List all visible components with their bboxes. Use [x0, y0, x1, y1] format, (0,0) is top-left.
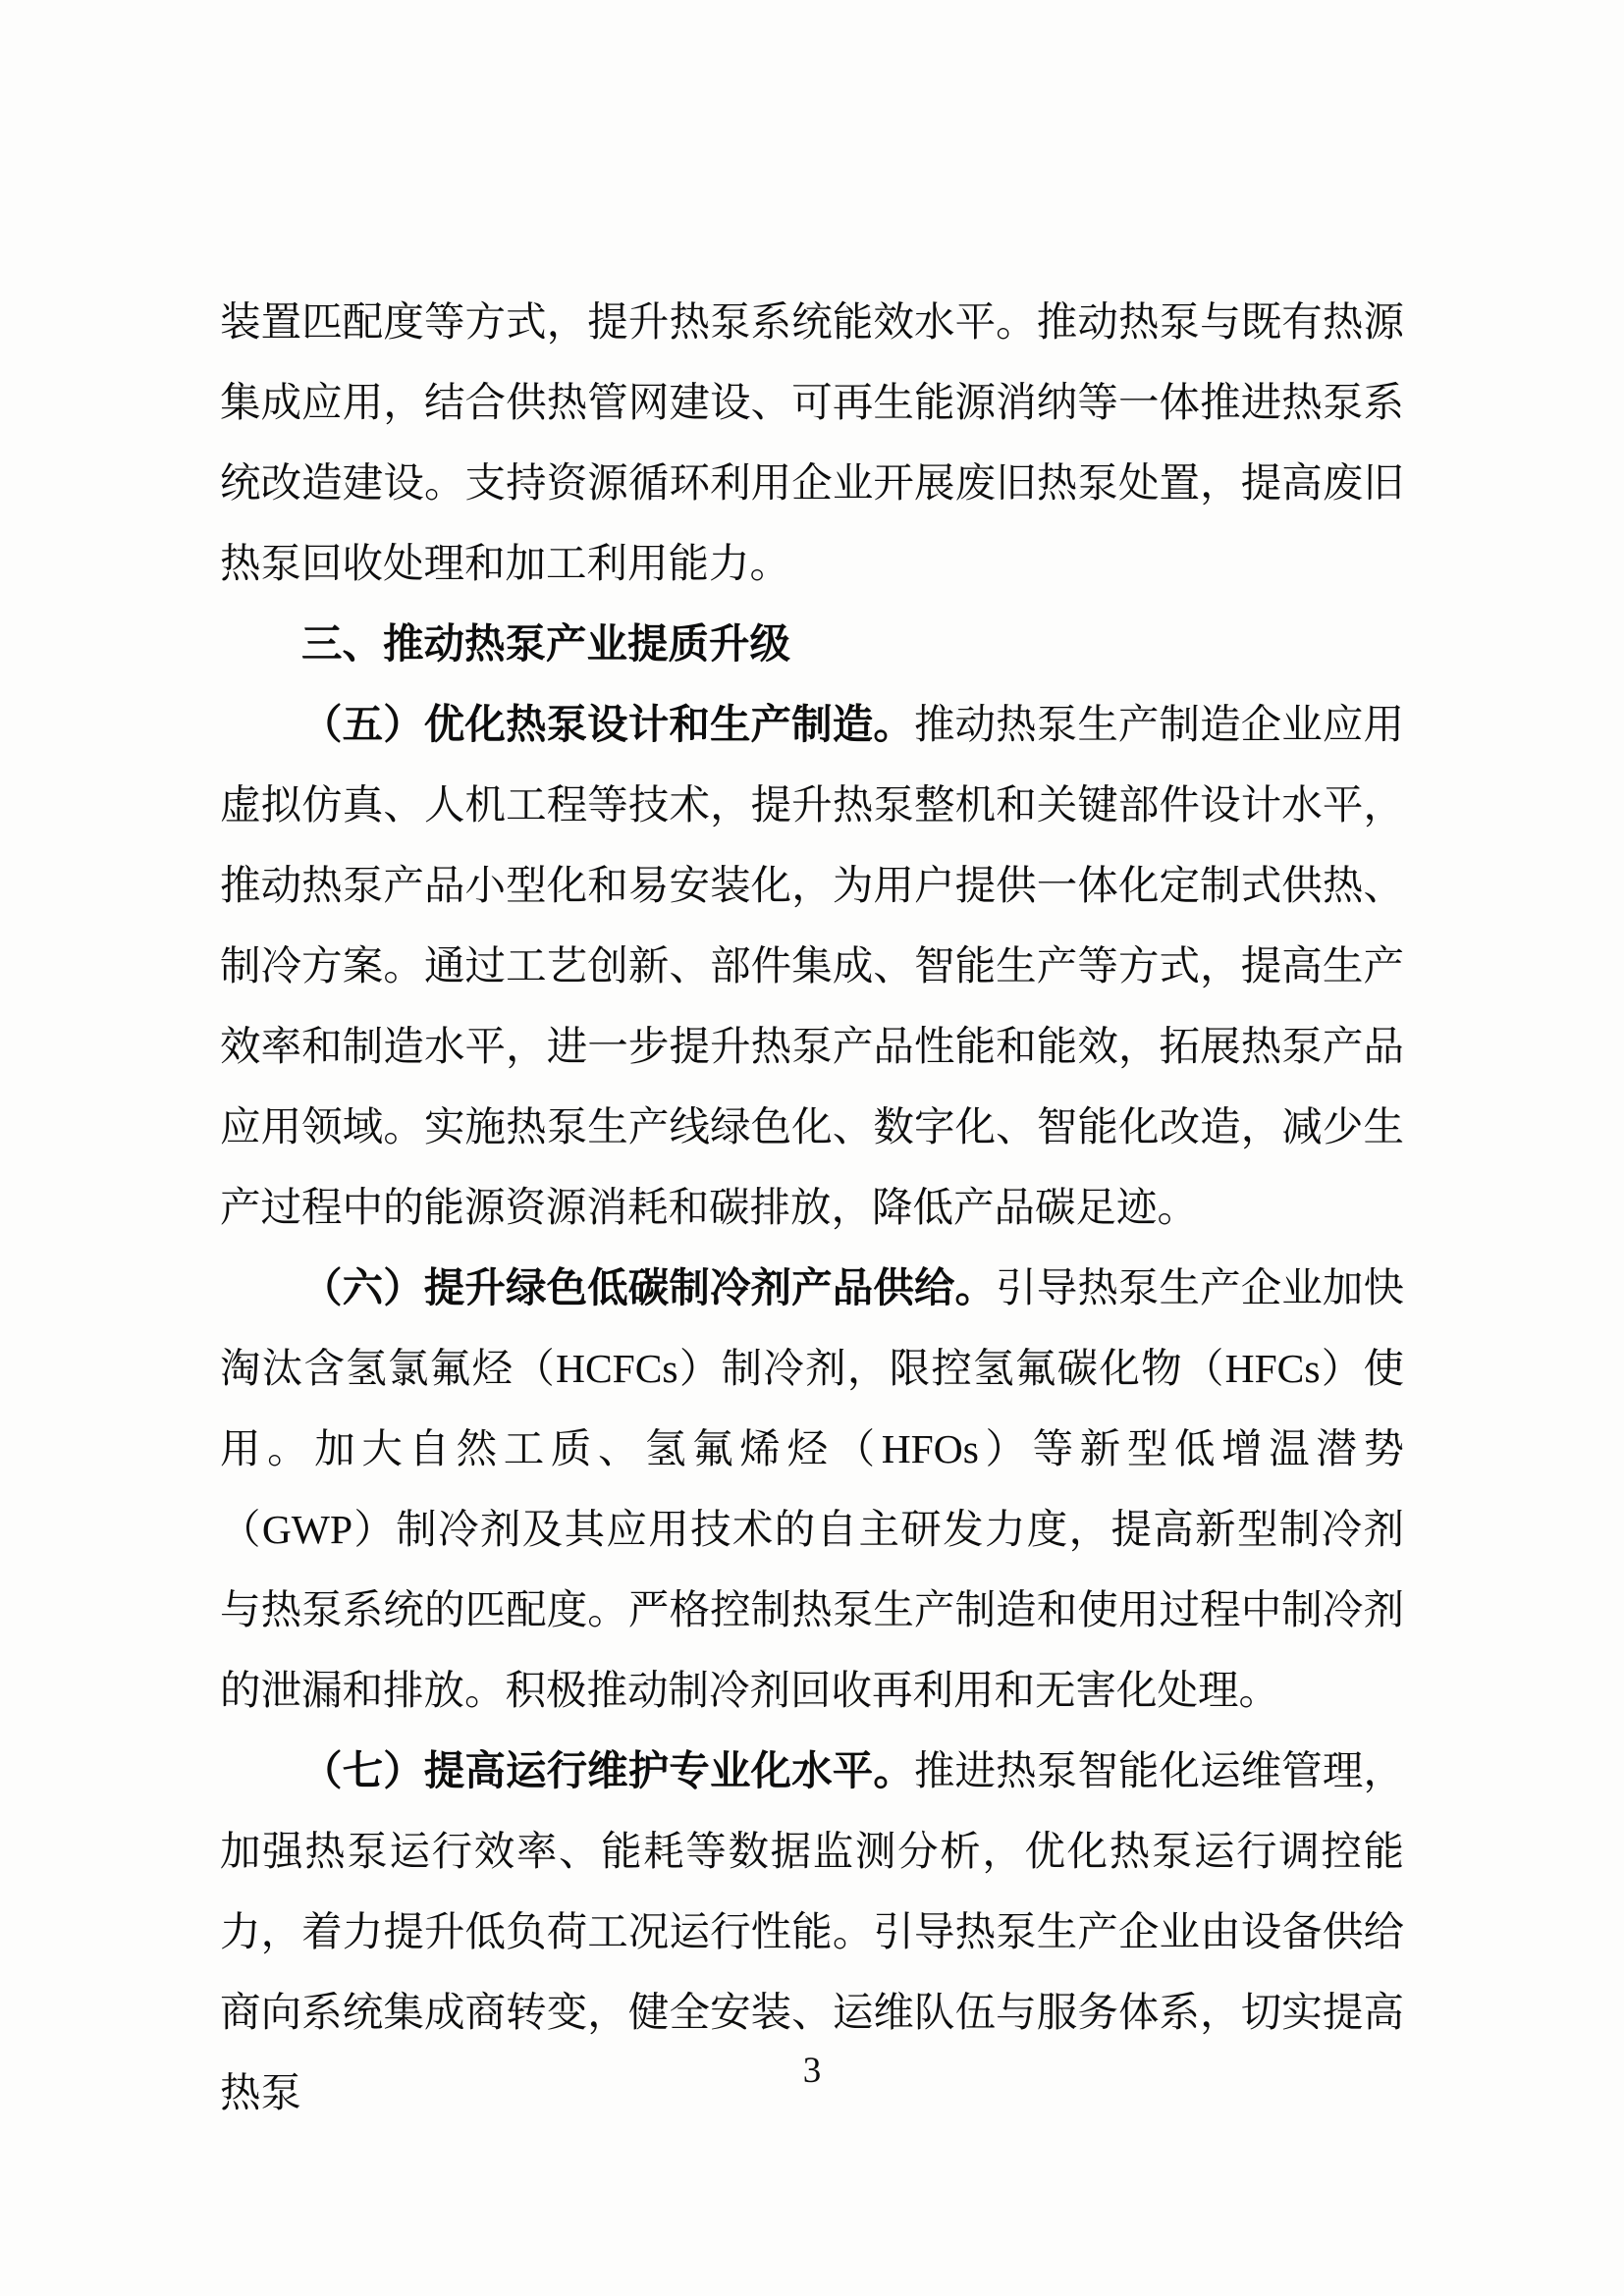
paragraph-lead: （五）优化热泵设计和生产制造。	[301, 702, 914, 747]
page-number: 3	[802, 2051, 822, 2091]
paragraph-lead: （六）提升绿色低碳制冷剂产品供给。	[301, 1265, 997, 1310]
paragraph-body: 推动热泵生产制造企业应用虚拟仿真、人机工程等技术，提升热泵整机和关键部件设计水平，推动热泵产品小型化和易安装化，为用户提供一体化定制式供热、制冷方案。通过工艺创新、部件集成、智能生产等方式，提高生产效率和制造水平，进一步提升热泵产品性能和能效，拓展热泵产品应用领域。实施热泵生产线绿色化、数字化、智能化改造，减少生产过程中的能源资源消耗和碳排放，降低产品碳足迹。	[220, 702, 1404, 1230]
paragraph-item-5	[220, 684, 1404, 1248]
paragraph-body: 引导热泵生产企业加快淘汰含氢氯氟烃（HCFCs）制冷剂，限控氢氟碳化物（HFCs）使用。加大自然工质、氢氟烯烃（HFOs）等新型低增温潜势（GWP）制冷剂及其应用技术的自主研发力度，提高新型制冷剂与热泵系统的匹配度。严格控制热泵生产制造和使用过程中制冷剂的泄漏和排放。积极推动制冷剂回收再利用和无害化处理。	[220, 1265, 1404, 1713]
paragraph-item-6	[220, 1248, 1404, 1731]
section-heading: 三、推动热泵产业提质升级	[301, 620, 791, 667]
paragraph-continuation: 装置匹配度等方式，提升热泵系统能效水平。推动热泵与既有热源集成应用，结合供热管网建设、可再生能源消纳等一体推进热泵系统改造建设。支持资源循环利用企业开展废旧热泵处置，提高废旧热泵回收处理和加工利用能力。	[220, 299, 1404, 586]
paragraph-lead: （七）提高运行维护专业化水平。	[301, 1748, 914, 1793]
page-content	[220, 282, 1404, 2133]
paragraph-body: 推进热泵智能化运维管理，加强热泵运行效率、能耗等数据监测分析，优化热泵运行调控能力，着力提升低负荷工况运行性能。引导热泵生产企业由设备供给商向系统集成商转变，健全安装、运维队伍与服务体系，切实提高热泵	[220, 1748, 1404, 2115]
